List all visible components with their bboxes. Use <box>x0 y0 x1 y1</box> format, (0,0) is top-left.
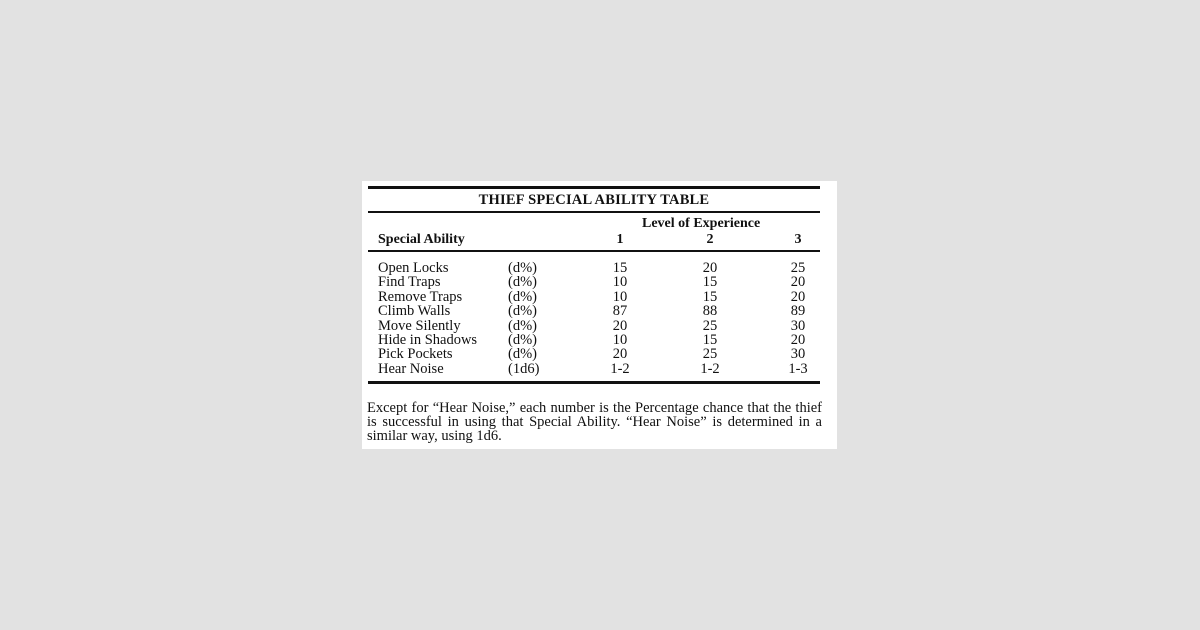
table-body <box>362 261 837 376</box>
ability-column-header: Special Ability <box>378 232 465 247</box>
table-row <box>362 261 837 275</box>
ability-name: Remove Traps <box>378 288 463 305</box>
table-title: THIEF SPECIAL ABILITY TABLE <box>478 192 710 208</box>
level-1-value: 15 <box>612 260 628 276</box>
table-row <box>362 275 837 289</box>
level-3-value: 20 <box>790 274 806 291</box>
level-3-value: 25 <box>790 260 806 276</box>
ability-name: Climb Walls <box>378 303 451 320</box>
level-2-value: 20 <box>702 260 718 276</box>
ability-name: Hear Noise <box>378 360 444 377</box>
level-1-header: 1 <box>616 232 624 247</box>
table-row <box>362 319 837 333</box>
level-1-value: 10 <box>612 274 628 291</box>
document-page <box>362 181 837 449</box>
die-type: (1d6) <box>508 360 540 377</box>
level-2-value: 15 <box>702 274 718 291</box>
table-row <box>362 347 837 361</box>
level-3-value: 20 <box>790 288 806 305</box>
level-3-value: 1-3 <box>788 360 808 377</box>
ability-name: Pick Pockets <box>378 346 453 363</box>
die-type: (d%) <box>508 274 537 291</box>
die-type: (d%) <box>508 260 537 276</box>
level-group-header: Level of Experience <box>642 216 761 231</box>
ability-name: Find Traps <box>378 274 441 291</box>
top-rule <box>368 186 820 189</box>
footnote-paragraph: Except for “Hear Noise,” each number is the Percentage chance that the thief is successful in using that Special Ability. “Hear Noise” is determined in a similar way, using 1d6. <box>367 400 822 444</box>
level-2-value: 25 <box>702 317 718 334</box>
ability-name: Open Locks <box>378 260 449 276</box>
level-2-value: 88 <box>702 303 718 320</box>
level-3-value: 89 <box>790 303 806 320</box>
level-3-value: 20 <box>790 331 806 348</box>
level-1-value: 10 <box>612 331 628 348</box>
level-1-value: 87 <box>612 303 628 320</box>
table-row <box>362 362 837 376</box>
level-2-value: 25 <box>702 346 718 363</box>
die-type: (d%) <box>508 303 537 320</box>
bottom-rule <box>368 381 820 384</box>
level-2-value: 1-2 <box>700 360 720 377</box>
level-2-header: 2 <box>706 232 714 247</box>
level-3-value: 30 <box>790 317 806 334</box>
level-3-header: 3 <box>794 232 802 247</box>
level-1-value: 10 <box>612 288 628 305</box>
table-row <box>362 333 837 347</box>
die-type: (d%) <box>508 346 537 363</box>
level-2-value: 15 <box>702 288 718 305</box>
level-3-value: 30 <box>790 346 806 363</box>
die-type: (d%) <box>508 317 537 334</box>
table-row <box>362 290 837 304</box>
ability-name: Move Silently <box>378 317 461 334</box>
header-rule <box>368 250 820 252</box>
die-type: (d%) <box>508 288 537 305</box>
ability-name: Hide in Shadows <box>378 331 478 348</box>
die-type: (d%) <box>508 331 537 348</box>
level-1-value: 1-2 <box>610 360 630 377</box>
level-1-value: 20 <box>612 317 628 334</box>
level-1-value: 20 <box>612 346 628 363</box>
table-row <box>362 304 837 318</box>
level-2-value: 15 <box>702 331 718 348</box>
title-rule <box>368 211 820 213</box>
